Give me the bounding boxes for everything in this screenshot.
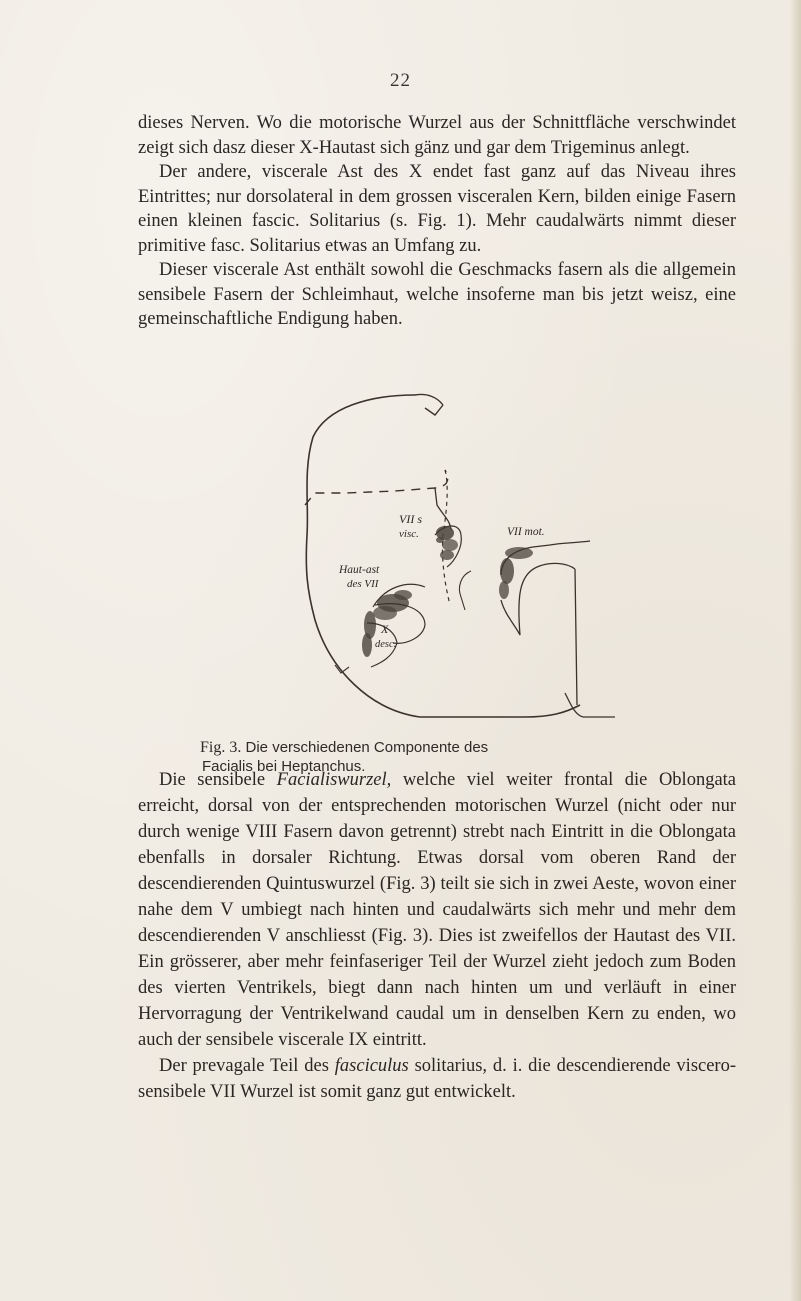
lower-text-block: [138, 767, 736, 1105]
caption-line-1: Die verschiedenen Componente des: [245, 739, 489, 756]
facialis-diagram: [275, 375, 615, 740]
label-des-vii: des VII: [347, 578, 379, 590]
label-x: X: [381, 622, 389, 636]
label-vii-s: VII s: [399, 512, 422, 526]
caption-label: Fig. 3.: [200, 739, 242, 756]
p2-rest: solitarius, d. i. die descendierende viscero-sensibele VII Wurzel ist somit ganz gut entwickelt.: [138, 1056, 737, 1102]
term-fasciculus: fasciculus: [334, 1056, 409, 1076]
label-visc: visc.: [399, 528, 419, 540]
caption-line-2: Facialis bei Heptanchus.: [202, 758, 366, 775]
bottom-right-corner: [565, 693, 615, 717]
page-number: 22: [390, 70, 411, 91]
arrow-mark-top: [425, 405, 443, 415]
figure-3-diagram: [275, 375, 615, 740]
term-facialiswurzel: Facialiswurzel,: [276, 770, 392, 790]
ventricle-dashed-line: [305, 470, 448, 505]
paragraph-prevagal: [138, 1053, 736, 1105]
vii-s-root-line: [435, 488, 451, 530]
label-hautast: Haut-ast: [339, 564, 380, 576]
facial-tube: [459, 571, 471, 610]
p1-rest: welche viel weiter frontal die Oblongata erreicht, dorsal von der entsprechenden motorischen Wurzel (nicht oder nur durch wenige VIII Fasern davon getrennt) strebt nach Eintritt in die Oblongata ebenfalls in dorsaler Richtung. Etwas dorsal vom oberen Rand der descendierenden Quintuswurzel (Fig. 3) teilt sie sich in zwei Aeste, wovon einer nahe dem V umbiegt nach hinten und caudalwärts sich mehr und mehr dem descendierenden V anschliesst (Fig. 3). Dies ist zweifellos der Hautast des VII. Ein grösserer, aber mehr feinfaseriger Teil der Wurzel zieht jedoch zum Boden des vierten Ventrikels, biegt dann nach hinten um und verläuft in einer Hervorragung der Ventrikelwand caudal um in denselben Kern zu enden, wo auch der sensibele viscerale IX eintritt.: [138, 770, 737, 1050]
label-desc: desc.: [375, 639, 397, 650]
label-vii-mot: VII mot.: [507, 526, 545, 538]
outline-top-right: [415, 394, 443, 405]
p1-start: Die sensibele: [159, 770, 266, 790]
paragraph-taste-fibres: Dieser viscerale Ast enthält sowohl die Geschmacks fasern als die allgemein sensibele Fasern der Schleimhaut, welche insoferne man bis jetzt weisz, eine gemeinschaftliche Endigung haben.: [138, 260, 736, 329]
paragraph-continuation: dieses Nerven. Wo die motorische Wurzel aus der Schnittfläche verschwindet zeigt sich dasz dieser X-Hautast sich gänz und gar dem Trigeminus anlegt.: [138, 113, 736, 158]
right-vertical-line: [575, 569, 577, 705]
upper-text-block: [138, 111, 736, 332]
paragraph-facialis-root: [138, 767, 736, 1053]
paragraph-visceral-branch: Der andere, viscerale Ast des X endet fast ganz auf das Niveau ihres Eintrittes; nur dorsolateral in dem grossen visceralen Kern, bilden einige Fasern einen kleinen fascic. Solitarius (s. Fig. 1). Mehr caudalwärts nimmt dieser primitive fasc. Solitarius etwas an Umfang zu.: [138, 162, 736, 256]
page-edge-shadow: [789, 0, 801, 1301]
p2-start: Der prevagale Teil des: [159, 1056, 329, 1076]
descending-v-bundle: [362, 611, 376, 657]
